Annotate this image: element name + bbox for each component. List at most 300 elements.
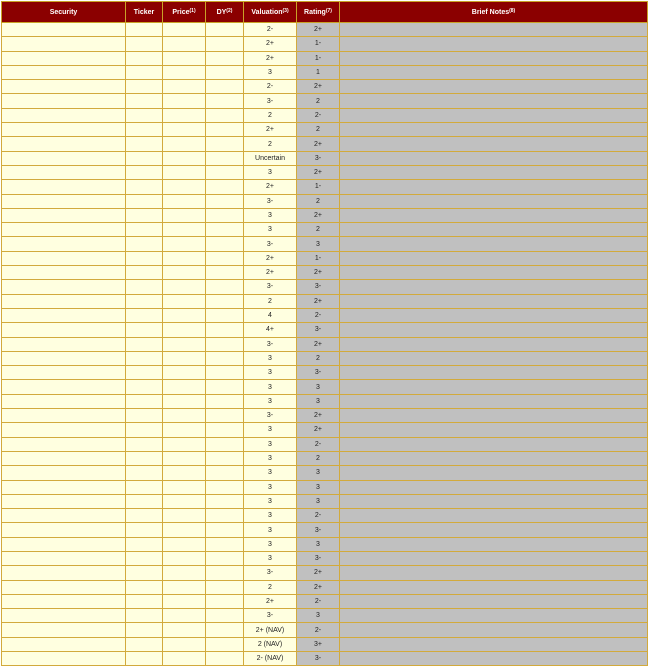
brief-notes-cell xyxy=(340,623,648,637)
header-dy xyxy=(206,2,244,23)
dy-cell xyxy=(206,180,244,194)
rating-cell: 2+ xyxy=(297,409,340,423)
ticker-cell xyxy=(126,466,163,480)
header-rating-footnote: (7) xyxy=(325,8,332,14)
security-cell xyxy=(2,308,126,322)
price-cell xyxy=(163,337,206,351)
rating-cell: 2+ xyxy=(297,294,340,308)
security-cell xyxy=(2,623,126,637)
rating-cell: 2- xyxy=(297,108,340,122)
ticker-cell xyxy=(126,137,163,151)
price-cell xyxy=(163,208,206,222)
header-rating xyxy=(297,2,340,23)
dy-cell xyxy=(206,223,244,237)
brief-notes-cell xyxy=(340,437,648,451)
brief-notes-cell xyxy=(340,594,648,608)
price-cell xyxy=(163,323,206,337)
brief-notes-cell xyxy=(340,337,648,351)
table-row xyxy=(2,509,648,523)
price-cell xyxy=(163,308,206,322)
brief-notes-cell xyxy=(340,509,648,523)
valuation-cell: 3 xyxy=(244,65,297,79)
rating-cell: 3- xyxy=(297,151,340,165)
price-cell xyxy=(163,94,206,108)
brief-notes-cell xyxy=(340,151,648,165)
brief-notes-cell xyxy=(340,80,648,94)
brief-notes-cell xyxy=(340,366,648,380)
price-cell xyxy=(163,451,206,465)
brief-notes-cell xyxy=(340,551,648,565)
price-cell xyxy=(163,51,206,65)
security-cell xyxy=(2,137,126,151)
price-cell xyxy=(163,566,206,580)
ticker-cell xyxy=(126,437,163,451)
table-row xyxy=(2,594,648,608)
valuation-cell: 2 xyxy=(244,137,297,151)
rating-cell: 2- xyxy=(297,509,340,523)
price-cell xyxy=(163,194,206,208)
dy-cell xyxy=(206,237,244,251)
ticker-cell xyxy=(126,537,163,551)
price-cell xyxy=(163,351,206,365)
table-row xyxy=(2,609,648,623)
brief-notes-cell xyxy=(340,37,648,51)
ticker-cell xyxy=(126,523,163,537)
valuation-cell: 3- xyxy=(244,194,297,208)
valuation-cell: 3 xyxy=(244,480,297,494)
brief-notes-cell xyxy=(340,394,648,408)
valuation-cell: 3 xyxy=(244,551,297,565)
security-cell xyxy=(2,423,126,437)
ticker-cell xyxy=(126,80,163,94)
rating-cell: 2 xyxy=(297,123,340,137)
rating-cell: 3+ xyxy=(297,637,340,651)
ticker-cell xyxy=(126,594,163,608)
rating-cell: 2 xyxy=(297,223,340,237)
security-cell xyxy=(2,637,126,651)
security-cell xyxy=(2,65,126,79)
security-cell xyxy=(2,551,126,565)
valuation-cell: 3- xyxy=(244,337,297,351)
valuation-cell: 3- xyxy=(244,409,297,423)
security-cell xyxy=(2,208,126,222)
ticker-cell xyxy=(126,280,163,294)
price-cell xyxy=(163,180,206,194)
dy-cell xyxy=(206,337,244,351)
valuation-cell: 3- xyxy=(244,566,297,580)
price-cell xyxy=(163,523,206,537)
table-row xyxy=(2,251,648,265)
dy-cell xyxy=(206,623,244,637)
rating-cell: 2+ xyxy=(297,80,340,94)
ticker-cell xyxy=(126,509,163,523)
brief-notes-cell xyxy=(340,566,648,580)
dy-cell xyxy=(206,51,244,65)
security-cell xyxy=(2,37,126,51)
dy-cell xyxy=(206,23,244,37)
security-cell xyxy=(2,165,126,179)
brief-notes-cell xyxy=(340,652,648,666)
securities-table xyxy=(1,1,648,666)
brief-notes-cell xyxy=(340,580,648,594)
header-brief-notes xyxy=(340,2,648,23)
dy-cell xyxy=(206,480,244,494)
valuation-cell: 2- (NAV) xyxy=(244,652,297,666)
valuation-cell: 2+ xyxy=(244,594,297,608)
ticker-cell xyxy=(126,151,163,165)
price-cell xyxy=(163,137,206,151)
ticker-cell xyxy=(126,108,163,122)
valuation-cell: 3 xyxy=(244,366,297,380)
valuation-cell: 2+ xyxy=(244,251,297,265)
security-cell xyxy=(2,523,126,537)
rating-cell: 2 xyxy=(297,451,340,465)
security-cell xyxy=(2,251,126,265)
valuation-cell: 2- xyxy=(244,80,297,94)
valuation-cell: 2+ (NAV) xyxy=(244,623,297,637)
valuation-cell: 4+ xyxy=(244,323,297,337)
brief-notes-cell xyxy=(340,65,648,79)
rating-cell: 2+ xyxy=(297,165,340,179)
brief-notes-cell xyxy=(340,308,648,322)
brief-notes-cell xyxy=(340,165,648,179)
rating-cell: 3 xyxy=(297,466,340,480)
rating-cell: 1- xyxy=(297,51,340,65)
dy-cell xyxy=(206,537,244,551)
price-cell xyxy=(163,266,206,280)
table-row xyxy=(2,380,648,394)
price-cell xyxy=(163,237,206,251)
security-cell xyxy=(2,180,126,194)
rating-cell: 2 xyxy=(297,194,340,208)
ticker-cell xyxy=(126,480,163,494)
valuation-cell: 2+ xyxy=(244,180,297,194)
security-cell xyxy=(2,580,126,594)
header-dy-label: DY xyxy=(216,9,227,16)
price-cell xyxy=(163,165,206,179)
ticker-cell xyxy=(126,451,163,465)
ticker-cell xyxy=(126,37,163,51)
table-row xyxy=(2,180,648,194)
table-row xyxy=(2,123,648,137)
dy-cell xyxy=(206,509,244,523)
security-cell xyxy=(2,409,126,423)
valuation-cell: 3 xyxy=(244,494,297,508)
dy-cell xyxy=(206,123,244,137)
valuation-cell: 3 xyxy=(244,437,297,451)
dy-cell xyxy=(206,523,244,537)
valuation-cell: 2- xyxy=(244,23,297,37)
rating-cell: 1- xyxy=(297,251,340,265)
table-row xyxy=(2,494,648,508)
rating-cell: 3 xyxy=(297,609,340,623)
ticker-cell xyxy=(126,366,163,380)
ticker-cell xyxy=(126,637,163,651)
dy-cell xyxy=(206,437,244,451)
brief-notes-cell xyxy=(340,409,648,423)
security-cell xyxy=(2,266,126,280)
ticker-cell xyxy=(126,194,163,208)
table-row xyxy=(2,51,648,65)
valuation-cell: 3 xyxy=(244,208,297,222)
brief-notes-cell xyxy=(340,423,648,437)
table-row xyxy=(2,652,648,666)
valuation-cell: 3 xyxy=(244,351,297,365)
security-cell xyxy=(2,566,126,580)
ticker-cell xyxy=(126,566,163,580)
dy-cell xyxy=(206,266,244,280)
rating-cell: 2+ xyxy=(297,580,340,594)
valuation-cell: 3 xyxy=(244,537,297,551)
ticker-cell xyxy=(126,165,163,179)
brief-notes-cell xyxy=(340,223,648,237)
securities-table-container xyxy=(1,1,647,663)
valuation-cell: 3 xyxy=(244,380,297,394)
ticker-cell xyxy=(126,609,163,623)
brief-notes-cell xyxy=(340,108,648,122)
table-row xyxy=(2,523,648,537)
header-ticker xyxy=(126,2,163,23)
security-cell xyxy=(2,123,126,137)
dy-cell xyxy=(206,165,244,179)
brief-notes-cell xyxy=(340,123,648,137)
dy-cell xyxy=(206,394,244,408)
ticker-cell xyxy=(126,51,163,65)
security-cell xyxy=(2,537,126,551)
header-ticker-label: Ticker xyxy=(133,8,155,16)
ticker-cell xyxy=(126,409,163,423)
header-security xyxy=(2,2,126,23)
valuation-cell: 3 xyxy=(244,466,297,480)
rating-cell: 2- xyxy=(297,623,340,637)
rating-cell: 3 xyxy=(297,394,340,408)
table-row xyxy=(2,366,648,380)
table-row xyxy=(2,480,648,494)
dy-cell xyxy=(206,323,244,337)
ticker-cell xyxy=(126,223,163,237)
brief-notes-cell xyxy=(340,237,648,251)
brief-notes-cell xyxy=(340,194,648,208)
table-row xyxy=(2,266,648,280)
table-row xyxy=(2,551,648,565)
dy-cell xyxy=(206,80,244,94)
rating-cell: 3- xyxy=(297,280,340,294)
brief-notes-cell xyxy=(340,266,648,280)
valuation-cell: 3 xyxy=(244,509,297,523)
price-cell xyxy=(163,637,206,651)
ticker-cell xyxy=(126,394,163,408)
rating-cell: 2+ xyxy=(297,423,340,437)
dy-cell xyxy=(206,580,244,594)
dy-cell xyxy=(206,637,244,651)
price-cell xyxy=(163,151,206,165)
table-body xyxy=(2,23,648,666)
table-row xyxy=(2,437,648,451)
table-row xyxy=(2,423,648,437)
brief-notes-cell xyxy=(340,537,648,551)
security-cell xyxy=(2,437,126,451)
ticker-cell xyxy=(126,308,163,322)
brief-notes-cell xyxy=(340,637,648,651)
header-brief-notes-label: Brief Notes xyxy=(471,9,510,16)
price-cell xyxy=(163,609,206,623)
header-row xyxy=(2,2,648,23)
dy-cell xyxy=(206,194,244,208)
table-row xyxy=(2,23,648,37)
price-cell xyxy=(163,466,206,480)
table-row xyxy=(2,237,648,251)
brief-notes-cell xyxy=(340,251,648,265)
rating-cell: 2 xyxy=(297,94,340,108)
brief-notes-cell xyxy=(340,609,648,623)
ticker-cell xyxy=(126,380,163,394)
table-row xyxy=(2,580,648,594)
table-row xyxy=(2,623,648,637)
security-cell xyxy=(2,194,126,208)
rating-cell: 2+ xyxy=(297,208,340,222)
rating-cell: 3 xyxy=(297,380,340,394)
price-cell xyxy=(163,423,206,437)
table-row xyxy=(2,80,648,94)
header-price xyxy=(163,2,206,23)
rating-cell: 2+ xyxy=(297,137,340,151)
brief-notes-cell xyxy=(340,208,648,222)
header-brief-notes-footnote: (8) xyxy=(509,8,516,14)
rating-cell: 3 xyxy=(297,494,340,508)
price-cell xyxy=(163,108,206,122)
table-row xyxy=(2,394,648,408)
security-cell xyxy=(2,323,126,337)
dy-cell xyxy=(206,409,244,423)
rating-cell: 3 xyxy=(297,237,340,251)
security-cell xyxy=(2,108,126,122)
ticker-cell xyxy=(126,337,163,351)
valuation-cell: 3 xyxy=(244,423,297,437)
ticker-cell xyxy=(126,23,163,37)
price-cell xyxy=(163,223,206,237)
rating-cell: 1 xyxy=(297,65,340,79)
dy-cell xyxy=(206,366,244,380)
dy-cell xyxy=(206,494,244,508)
ticker-cell xyxy=(126,423,163,437)
rating-cell: 2+ xyxy=(297,337,340,351)
header-valuation-label: Valuation xyxy=(251,9,283,16)
ticker-cell xyxy=(126,123,163,137)
price-cell xyxy=(163,380,206,394)
rating-cell: 2 xyxy=(297,351,340,365)
brief-notes-cell xyxy=(340,137,648,151)
brief-notes-cell xyxy=(340,466,648,480)
ticker-cell xyxy=(126,551,163,565)
security-cell xyxy=(2,480,126,494)
table-row xyxy=(2,451,648,465)
security-cell xyxy=(2,23,126,37)
table-row xyxy=(2,351,648,365)
price-cell xyxy=(163,437,206,451)
dy-cell xyxy=(206,423,244,437)
security-cell xyxy=(2,594,126,608)
dy-cell xyxy=(206,294,244,308)
brief-notes-cell xyxy=(340,51,648,65)
security-cell xyxy=(2,51,126,65)
valuation-cell: 3 xyxy=(244,394,297,408)
dy-cell xyxy=(206,308,244,322)
valuation-cell: 3 xyxy=(244,165,297,179)
price-cell xyxy=(163,366,206,380)
brief-notes-cell xyxy=(340,23,648,37)
dy-cell xyxy=(206,208,244,222)
ticker-cell xyxy=(126,251,163,265)
dy-cell xyxy=(206,137,244,151)
table-row xyxy=(2,165,648,179)
table-row xyxy=(2,323,648,337)
dy-cell xyxy=(206,451,244,465)
price-cell xyxy=(163,37,206,51)
price-cell xyxy=(163,494,206,508)
price-cell xyxy=(163,409,206,423)
header-price-label: Price xyxy=(172,9,190,16)
security-cell xyxy=(2,451,126,465)
price-cell xyxy=(163,594,206,608)
table-row xyxy=(2,108,648,122)
brief-notes-cell xyxy=(340,180,648,194)
dy-cell xyxy=(206,566,244,580)
valuation-cell: 3 xyxy=(244,451,297,465)
valuation-cell: 2+ xyxy=(244,51,297,65)
security-cell xyxy=(2,351,126,365)
valuation-cell: 2+ xyxy=(244,266,297,280)
valuation-cell: 4 xyxy=(244,308,297,322)
price-cell xyxy=(163,509,206,523)
security-cell xyxy=(2,652,126,666)
valuation-cell: 2 xyxy=(244,580,297,594)
header-dy-footnote: (2) xyxy=(226,8,233,14)
table-row xyxy=(2,566,648,580)
security-cell xyxy=(2,466,126,480)
brief-notes-cell xyxy=(340,451,648,465)
rating-cell: 2- xyxy=(297,437,340,451)
valuation-cell: 3- xyxy=(244,609,297,623)
security-cell xyxy=(2,494,126,508)
header-price-footnote: (1) xyxy=(189,8,196,14)
table-row xyxy=(2,194,648,208)
price-cell xyxy=(163,23,206,37)
rating-cell: 1- xyxy=(297,180,340,194)
rating-cell: 2+ xyxy=(297,23,340,37)
rating-cell: 3- xyxy=(297,323,340,337)
price-cell xyxy=(163,537,206,551)
dy-cell xyxy=(206,151,244,165)
valuation-cell: 2+ xyxy=(244,37,297,51)
ticker-cell xyxy=(126,652,163,666)
rating-cell: 2- xyxy=(297,308,340,322)
security-cell xyxy=(2,223,126,237)
rating-cell: 3- xyxy=(297,523,340,537)
ticker-cell xyxy=(126,94,163,108)
dy-cell xyxy=(206,351,244,365)
table-row xyxy=(2,294,648,308)
price-cell xyxy=(163,251,206,265)
dy-cell xyxy=(206,251,244,265)
price-cell xyxy=(163,80,206,94)
brief-notes-cell xyxy=(340,323,648,337)
brief-notes-cell xyxy=(340,380,648,394)
table-row xyxy=(2,208,648,222)
table-row xyxy=(2,308,648,322)
table-row xyxy=(2,137,648,151)
price-cell xyxy=(163,65,206,79)
brief-notes-cell xyxy=(340,280,648,294)
